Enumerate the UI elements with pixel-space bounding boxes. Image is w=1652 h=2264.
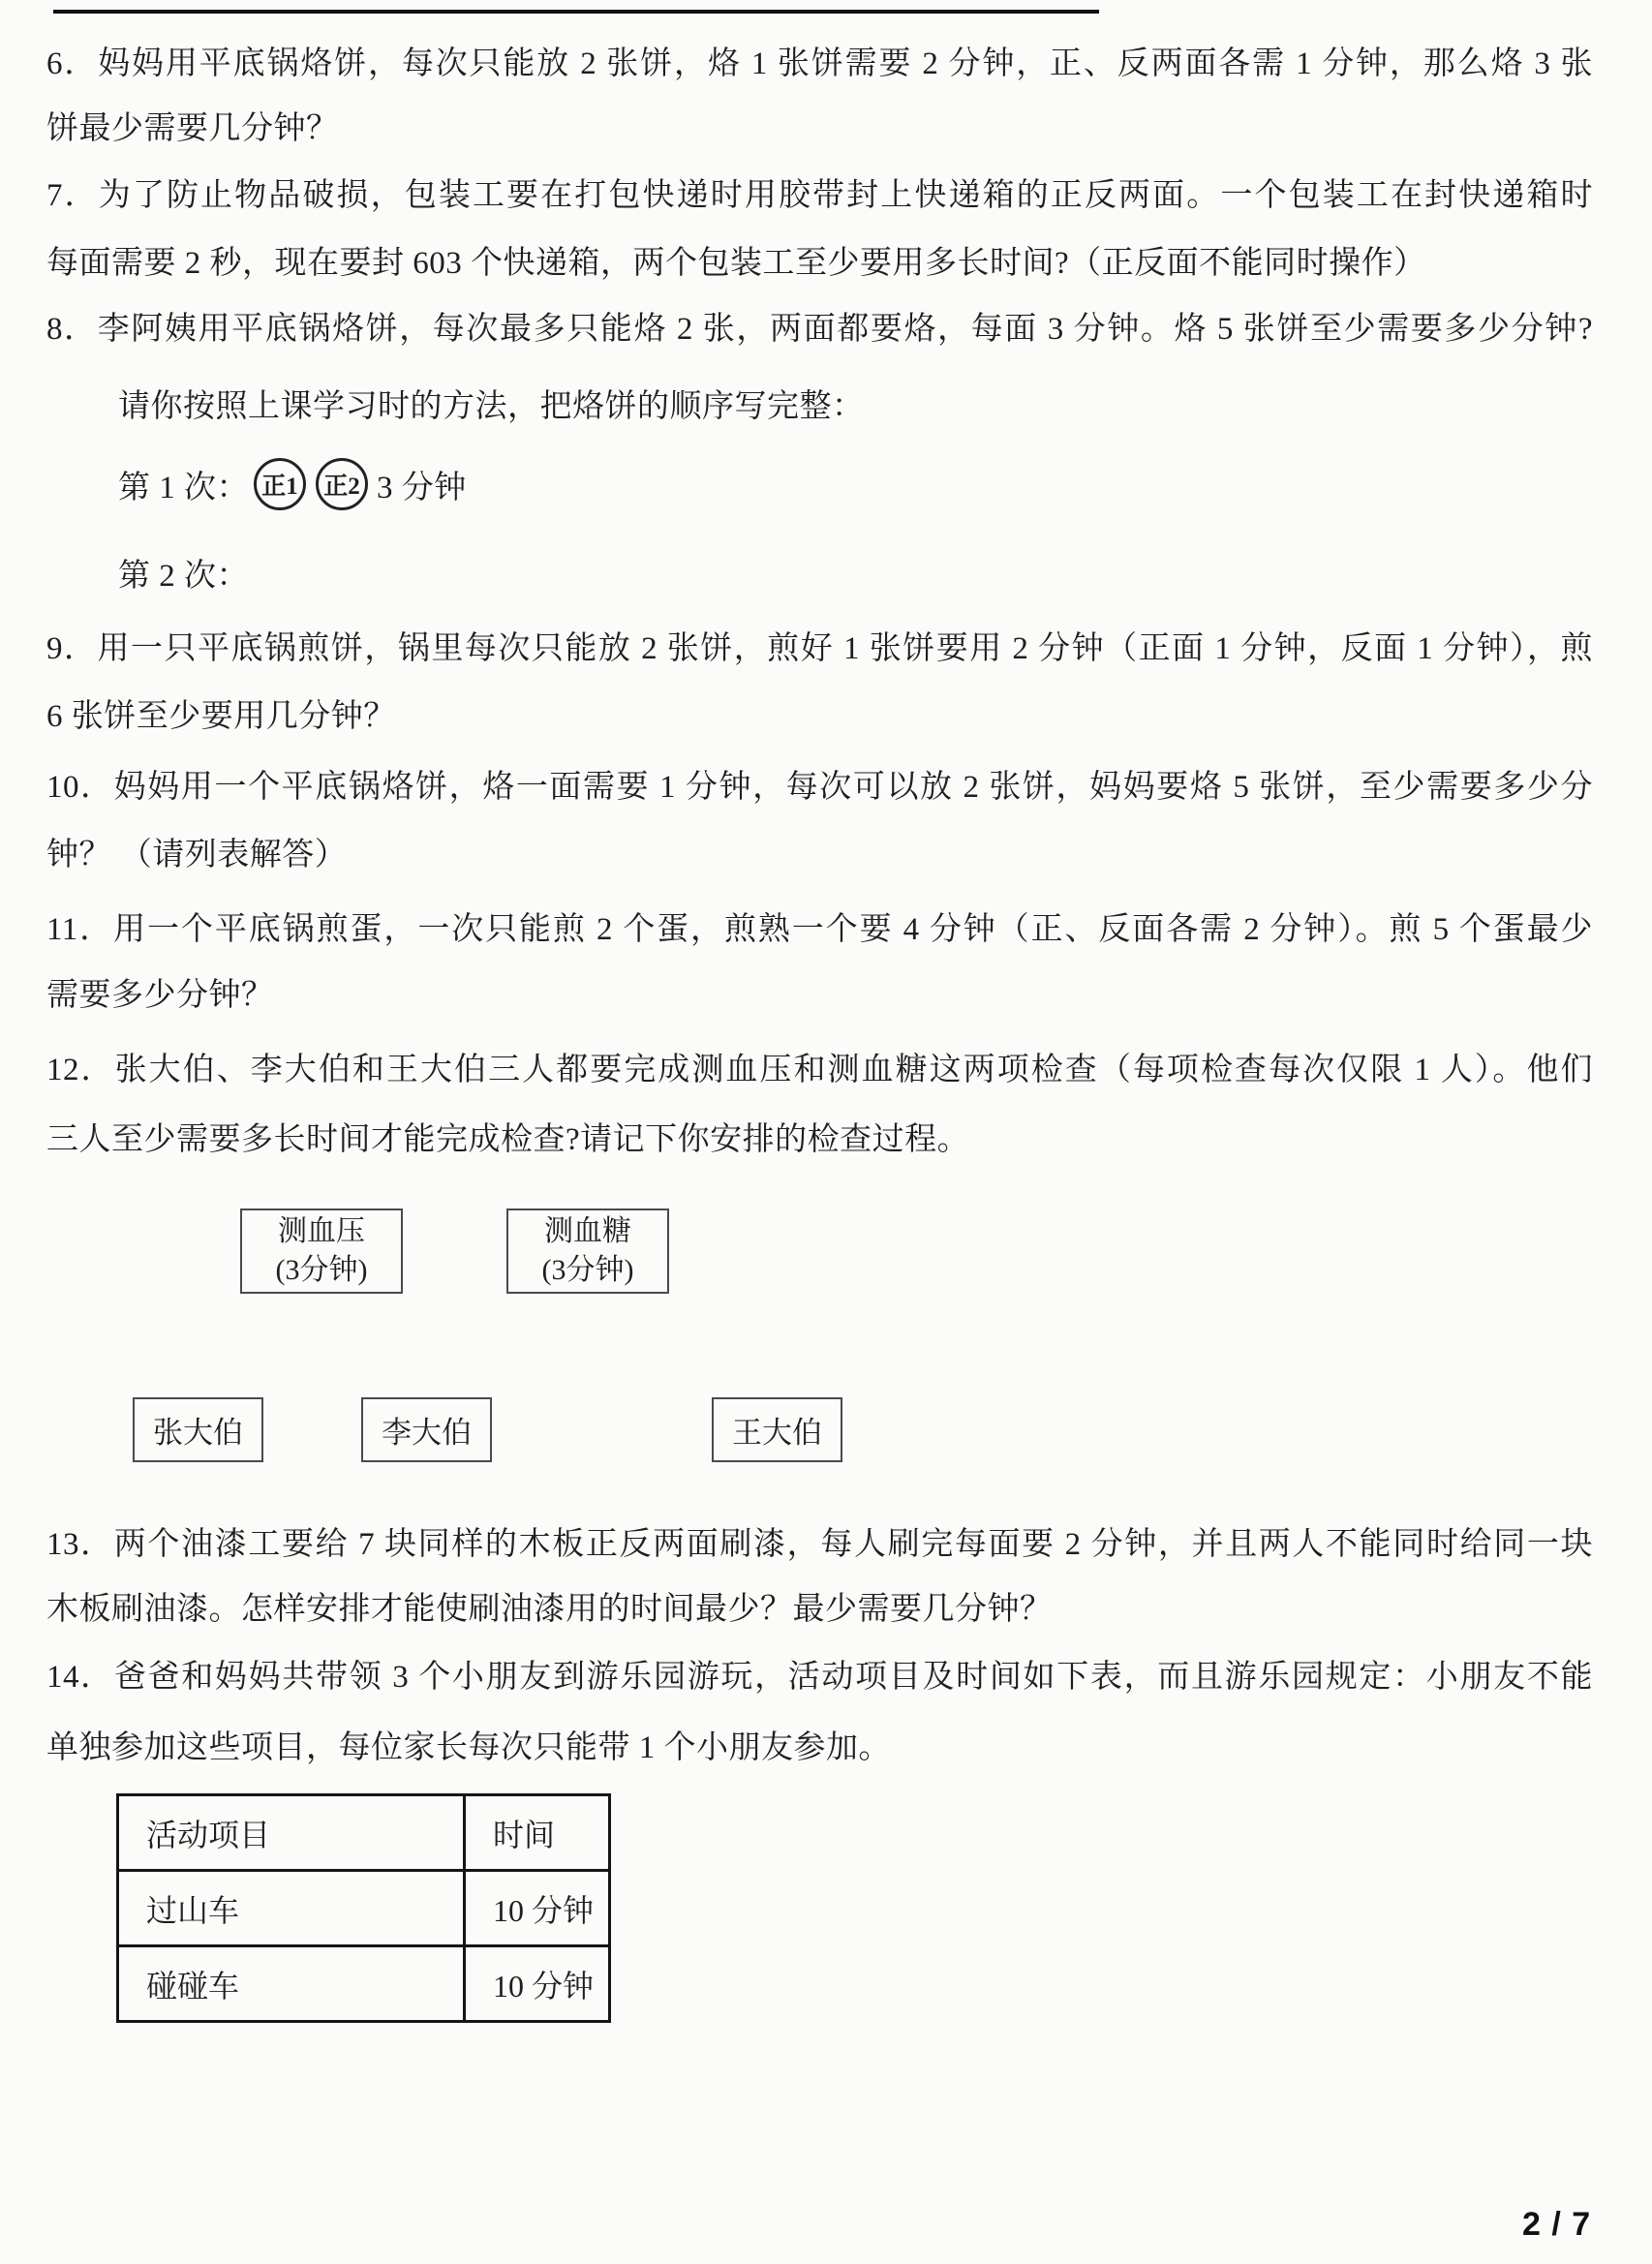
question-9-line-1: 9．用一只平底锅煎饼，锅里每次只能放 2 张饼，煎好 1 张饼要用 2 分钟（正面 1 分钟，反面 1 分钟），煎 xyxy=(46,631,1593,666)
question-11-line-2: 需要多少分钟？ xyxy=(46,978,274,1013)
question-14-line-1: 14．爸爸和妈妈共带领 3 个小朋友到游乐园游玩，活动项目及时间如下表，而且游乐园规定：小朋友不能 xyxy=(46,1660,1593,1695)
table-header-activity: 活动项目 xyxy=(118,1795,465,1871)
page-number: 2 / 7 xyxy=(1522,2206,1592,2243)
person-box-zhang: 张大伯 xyxy=(133,1397,263,1462)
question-8-step-2: 第 2 次： xyxy=(118,559,249,594)
pancake-front-1-stamp-icon: 正1 xyxy=(254,458,306,510)
question-12-line-2: 三人至少需要多长时间才能完成检查?请记下你安排的检查过程。 xyxy=(46,1122,970,1157)
question-13-line-2: 木板刷油漆。怎样安排才能使刷油漆用的时间最少？最少需要几分钟？ xyxy=(46,1592,1053,1627)
question-6-line-1: 6．妈妈用平底锅烙饼，每次只能放 2 张饼，烙 1 张饼需要 2 分钟，正、反两面各需 1 分钟，那么烙 3 张 xyxy=(46,46,1593,81)
question-8-line-1: 8．李阿姨用平底锅烙饼，每次最多只能烙 2 张，两面都要烙，每面 3 分钟。烙 5 张饼至少需要多少分钟? xyxy=(46,312,1593,347)
table-header-time: 时间 xyxy=(465,1795,610,1871)
question-8-step-1 xyxy=(118,452,467,516)
question-11-line-1: 11．用一个平底锅煎蛋，一次只能煎 2 个蛋，煎熟一个要 4 分钟（正、反面各需 2 分钟）。煎 5 个蛋最少 xyxy=(46,912,1593,947)
table-row xyxy=(118,1946,610,2022)
question-13-line-1: 13．两个油漆工要给 7 块同样的木板正反两面刷漆，每人刷完每面要 2 分钟，并且两人不能同时给同一块 xyxy=(46,1527,1593,1562)
top-rule xyxy=(53,10,1099,14)
pancake-front-2-stamp-icon: 正2 xyxy=(316,458,368,510)
question-9-line-2: 6 张饼至少要用几分钟？ xyxy=(46,699,396,734)
person-box-wang: 王大伯 xyxy=(712,1397,842,1462)
question-10-line-1: 10．妈妈用一个平底锅烙饼，烙一面需要 1 分钟，每次可以放 2 张饼，妈妈要烙 5 张饼，至少需要多少分 xyxy=(46,770,1593,805)
exam-box-duration: (3分钟) xyxy=(541,1254,634,1286)
exam-box-duration: (3分钟) xyxy=(275,1254,368,1286)
question-10-line-2: 钟？ （请列表解答） xyxy=(46,838,348,872)
question-6-line-2: 饼最少需要几分钟？ xyxy=(46,111,339,146)
exam-box-name: 测血压 xyxy=(278,1215,365,1247)
person-box-li: 李大伯 xyxy=(361,1397,492,1462)
blood-sugar-test-box xyxy=(506,1208,669,1294)
question-14-line-2: 单独参加这些项目，每位家长每次只能带 1 个小朋友参加。 xyxy=(46,1730,891,1765)
table-cell-activity: 碰碰车 xyxy=(118,1946,465,2022)
question-7-line-1: 7．为了防止物品破损，包装工要在打包快递时用胶带封上快递箱的正反两面。一个包装工在封快递箱时 xyxy=(46,178,1593,213)
table-cell-activity: 过山车 xyxy=(118,1871,465,1946)
blood-pressure-test-box xyxy=(240,1208,403,1294)
table-row xyxy=(118,1871,610,1946)
exam-box-name: 测血糖 xyxy=(544,1215,631,1247)
question-7-line-2: 每面需要 2 秒，现在要封 603 个快递箱，两个包装工至少要用多长时间?（正反面不能同时操作） xyxy=(46,246,1426,281)
activity-time-table xyxy=(116,1793,611,2023)
table-cell-time: 10 分钟 xyxy=(465,1871,610,1946)
table-header-row xyxy=(118,1795,610,1871)
question-12-line-1: 12．张大伯、李大伯和王大伯三人都要完成测血压和测血糖这两项检查（每项检查每次仅限 1 人）。他们 xyxy=(46,1053,1593,1087)
step-1-label: 第 1 次： xyxy=(118,470,249,505)
table-cell-time: 10 分钟 xyxy=(465,1946,610,2022)
question-8-line-2: 请你按照上课学习时的方法，把烙饼的顺序写完整： xyxy=(118,389,865,424)
step-1-duration: 3 分钟 xyxy=(377,470,467,505)
